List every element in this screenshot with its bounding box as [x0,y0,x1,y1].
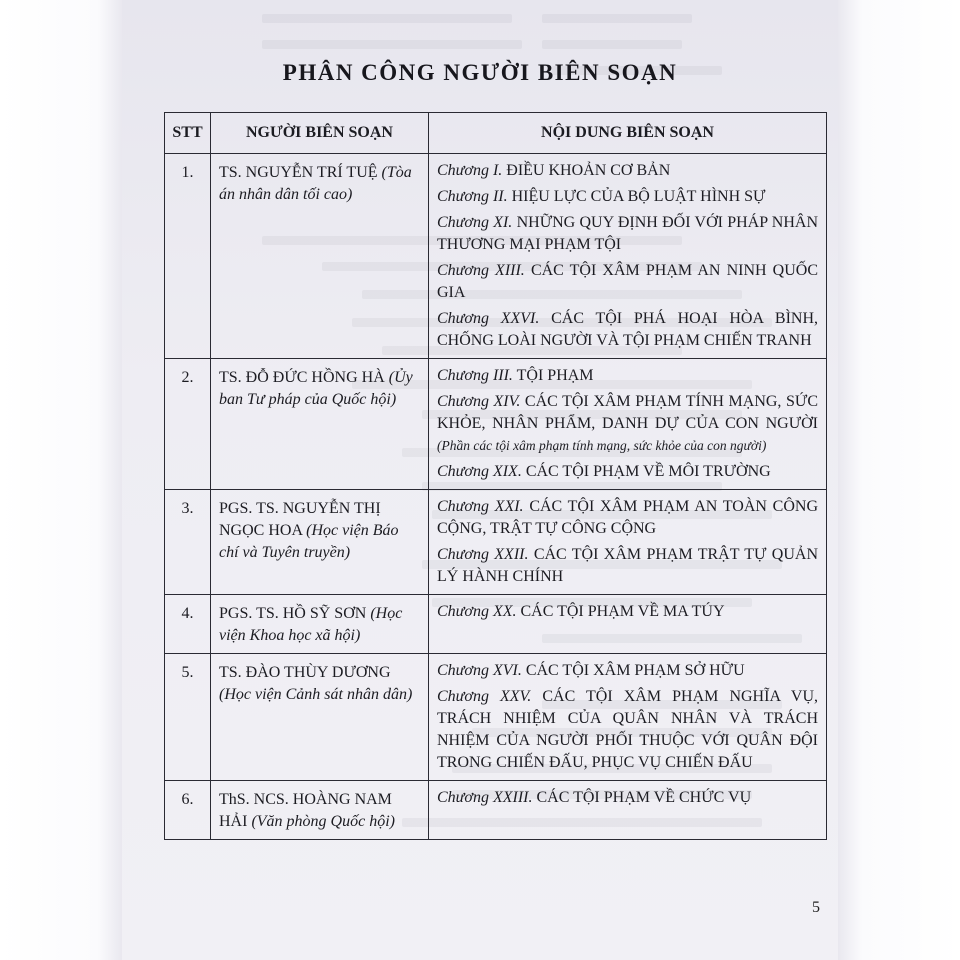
author-cell [211,654,429,781]
table-row [165,781,827,840]
header-content: NỘI DUNG BIÊN SOẠN [429,113,827,154]
bleed-line [262,14,512,23]
chapter-entry [437,186,818,208]
author-cell [211,595,429,654]
content-cell [429,359,827,490]
author-organization: (Học viện Cảnh sát nhân dân) [219,686,413,703]
chapter-label: Chương XIII. [437,262,525,279]
author-organization: (Ủy ban Tư pháp của Quốc hội) [219,369,413,408]
bleed-line [262,40,522,49]
chapter-title: CÁC TỘI PHÁ HOẠI HÒA BÌNH, CHỐNG LOÀI NGƯỜI VÀ TỘI PHẠM CHIẾN TRANH [437,310,818,349]
header-stt: STT [165,113,211,154]
author-name: TS. ĐỖ ĐỨC HỒNG HÀ [219,369,385,386]
chapter-label: Chương XI. [437,214,513,231]
chapter-title: NHỮNG QUY ĐỊNH ĐỐI VỚI PHÁP NHÂN THƯƠNG MẠI PHẠM TỘI [437,214,819,253]
chapter-label: Chương XIV. [437,393,521,410]
table-header-row [165,113,827,154]
chapter-entry [437,660,818,682]
author-name: ThS. NCS. HOÀNG NAM HẢI [219,791,392,830]
chapter-title: CÁC TỘI XÂM PHẠM SỞ HỮU [525,662,745,679]
author-cell [211,154,429,359]
chapter-label: Chương XXI. [437,498,524,515]
author-cell [211,359,429,490]
chapter-entry [437,212,818,256]
author-organization: (Học viện Khoa học xã hội) [219,605,403,644]
table-row [165,154,827,359]
page-shadow-left [0,0,122,960]
author-cell [211,490,429,595]
chapter-title: ĐIỀU KHOẢN CƠ BẢN [506,162,671,179]
book-page [122,0,838,960]
content-cell [429,595,827,654]
chapter-entry [437,308,818,352]
chapter-label: Chương XX. [437,603,517,620]
chapter-label: Chương II. [437,188,508,205]
chapter-label: Chương XXII. [437,546,529,563]
chapter-entry [437,260,818,304]
author-name: PGS. TS. NGUYỄN THỊ NGỌC HOA [219,500,381,539]
chapter-label: Chương XXV. [437,688,532,705]
chapter-title: CÁC TỘI XÂM PHẠM NGHĨA VỤ, TRÁCH NHIỆM CỦA QUÂN NHÂN VÀ TRÁCH NHIỆM CỦA NGƯỜI PHỐI THUỘC VỚI QUÂN ĐỘI TRONG CHIẾN ĐẤU, PHỤC VỤ CHIẾN ĐẤU [437,688,818,771]
content-cell [429,154,827,359]
chapter-entry [437,601,818,623]
chapter-title: CÁC TỘI XÂM PHẠM TRẬT TỰ QUẢN LÝ HÀNH CHÍNH [437,546,819,585]
bleed-line [542,40,682,49]
author-organization: (Tòa án nhân dân tối cao) [219,164,412,203]
chapter-entry [437,160,818,182]
chapter-label: Chương XXVI. [437,310,540,327]
chapter-note: (Phần các tội xâm phạm tính mạng, sức khỏe của con người) [437,438,767,453]
row-number: 5. [165,654,211,781]
chapter-entry [437,496,818,540]
chapter-title: CÁC TỘI PHẠM VỀ MA TÚY [520,603,725,620]
chapter-entry [437,365,818,387]
chapter-title: CÁC TỘI XÂM PHẠM AN NINH QUỐC GIA [437,262,819,301]
chapter-entry [437,461,818,483]
table-row [165,490,827,595]
chapter-label: Chương XVI. [437,662,522,679]
chapter-label: Chương XIX. [437,463,522,480]
table-row [165,359,827,490]
table-row [165,654,827,781]
content-cell [429,490,827,595]
chapter-title: TỘI PHẠM [516,367,594,384]
chapter-entry [437,391,818,457]
chapter-entry [437,544,818,588]
author-cell [211,781,429,840]
page-number: 5 [812,899,820,916]
table-row [165,595,827,654]
chapter-label: Chương I. [437,162,503,179]
row-number: 4. [165,595,211,654]
page-title: PHÂN CÔNG NGƯỜI BIÊN SOẠN [282,60,678,85]
content-cell [429,781,827,840]
row-number: 1. [165,154,211,359]
author-name: PGS. TS. HỒ SỸ SƠN [219,605,367,622]
chapter-title: CÁC TỘI XÂM PHẠM TÍNH MẠNG, SỨC KHỎE, NHÂN PHẨM, DANH DỰ CỦA CON NGƯỜI [437,393,818,432]
row-number: 2. [165,359,211,490]
chapter-label: Chương III. [437,367,513,384]
author-organization: (Văn phòng Quốc hội) [251,813,395,830]
chapter-entry [437,787,818,809]
chapter-title: HIỆU LỰC CỦA BỘ LUẬT HÌNH SỰ [511,188,766,205]
bleed-line [542,14,692,23]
header-author: NGƯỜI BIÊN SOẠN [211,113,429,154]
page-shadow-right [838,0,960,960]
chapter-title: CÁC TỘI XÂM PHẠM AN TOÀN CÔNG CỘNG, TRẬT TỰ CÔNG CỘNG [437,498,819,537]
author-name: TS. ĐÀO THÙY DƯƠNG [219,664,391,681]
chapter-title: CÁC TỘI PHẠM VỀ CHỨC VỤ [536,789,752,806]
chapter-label: Chương XXIII. [437,789,533,806]
row-number: 6. [165,781,211,840]
author-assignment-table [164,112,827,840]
content-cell [429,654,827,781]
author-organization: (Học viện Báo chí và Tuyên truyền) [219,522,399,561]
chapter-entry [437,686,818,774]
author-name: TS. NGUYỄN TRÍ TUỆ [219,164,378,181]
chapter-title: CÁC TỘI PHẠM VỀ MÔI TRƯỜNG [525,463,771,480]
row-number: 3. [165,490,211,595]
